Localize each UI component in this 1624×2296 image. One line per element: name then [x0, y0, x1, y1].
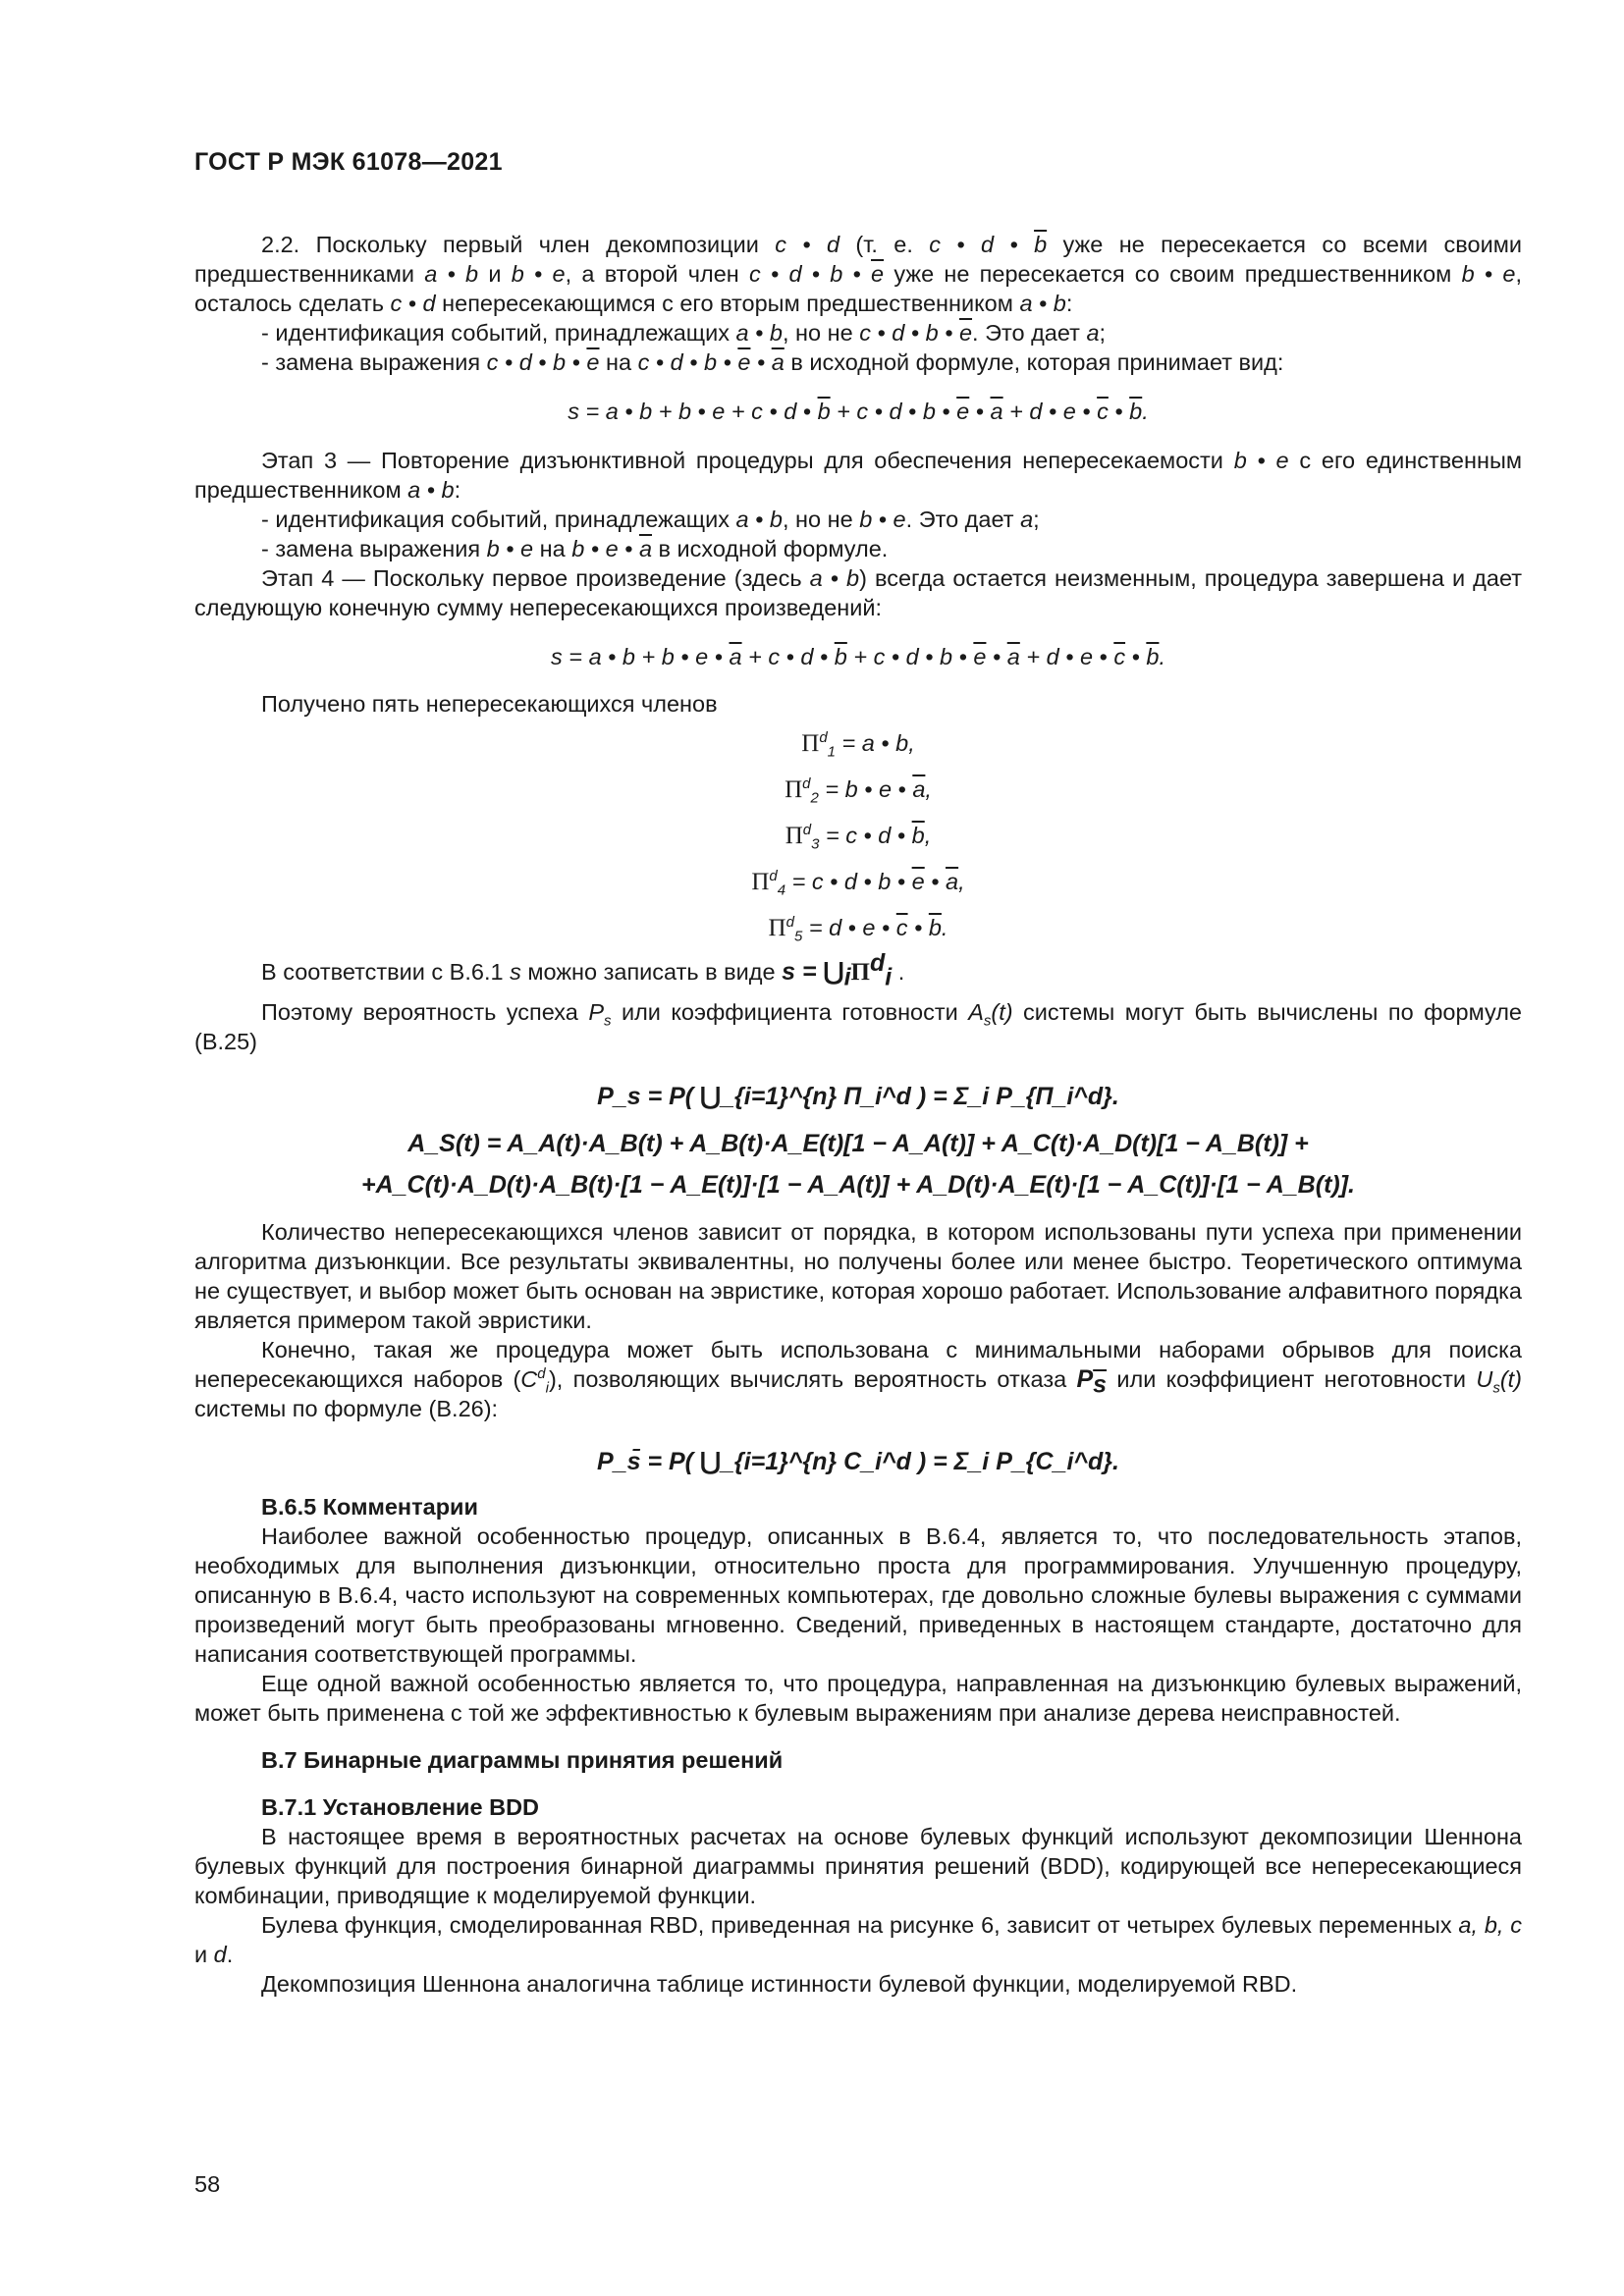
list-item-identification-2: - идентификация событий, принадлежащих a • b, но не b • e. Это дает a;: [261, 507, 1040, 532]
formula-s-intermediate: s = a • b + b • e + c • d • $\overline{b} + c$ • d • b • $\overline{e}$ • $\overline{a} + d$ • e • $\overline{c}$ • $\overline{b}$.: [568, 399, 1149, 424]
paragraph-bdd-intro: В настоящее время в вероятностных расчетах на основе булевых функций используют декомпозиции Шеннона булевых функций для построения бинарной диаграммы принятия решений (BDD), кодирующей все непересекающиеся комбинации, приводящие к моделируемой функции.: [194, 1824, 1522, 1908]
paragraph-stage-4: Этап 4 — Поскольку первое произведение (здесь a • b) всегда остается неизменным, процедура завершена и дает следующую конечную сумму непересекающихся произведений:: [194, 565, 1522, 620]
paragraph-union-form: В соответствии с В.6.1 s можно записать в виде $s = ⋃_i\Pi^d_i$ .: [261, 949, 905, 991]
list-item-replacement-1: - замена выражения c • d • b • $\overline{e}$ на c • d • b • $\overline{e}$ • $\overline{a}$ в исходной формуле, которая принимает вид:: [261, 349, 1284, 375]
term-pi-4: $\Pi^d_4 = c$ • d • b • $\overline{e}$ • $\overline{a}$,: [751, 868, 965, 899]
paragraph-success-probability: Поэтому вероятность успеха $P_s$ или коэффициента готовности $A_s(t)$ системы могут быть вычислены по формуле (В.25): [194, 999, 1523, 1054]
equation-availability-line-1: A_S(t) = A_A(t)·A_B(t) + A_B(t)·A_E(t)[1 − A_A(t)] + A_C(t)·A_D(t)[1 − A_B(t)] +: [407, 1130, 1309, 1157]
term-pi-5: $\Pi^d_5 = d$ • e • $\overline{c}$ • $\overline{b}$.: [768, 914, 948, 945]
heading-b-7-1: В.7.1 Установление BDD: [261, 1794, 540, 1820]
document-page: [194, 147, 1522, 1999]
heading-b-7: В.7 Бинарные диаграммы принятия решений: [261, 1747, 784, 1773]
paragraph-step-2-2: 2.2. Поскольку первый член декомпозиции c • d (т. е. c • d • $\overline{b}$ уже не пересекается со всеми своими предшественниками a • b и b • e, а второй член c • d • b • $\overline{e}$ уже не пересекается со своим предшественником b • e, осталось сделать c • d непересекающимся с его вторым предшественником a • b:: [194, 232, 1522, 316]
paragraph-five-terms: Получено пять непересекающихся членов: [261, 691, 718, 717]
paragraph-cut-sets: Конечно, такая же процедура может быть использована с минимальными наборами обрывов для поиска непересекающихся наборов $(C^d_i)$, позволяющих вычислять вероятность отказа $P_{\overline{s}}$ или коэффициент неготовности $U_s(t)$ системы по формуле (В.26):: [194, 1337, 1523, 1421]
list-item-replacement-2: - замена выражения b • e на b • e • $\overline{a}$ в исходной формуле.: [261, 536, 889, 561]
formula-s-final: s = a • b + b • e • $\overline{a} + c$ • d • $\overline{b} + c$ • d • b • $\overline{e}$ • $\overline{a} + d$ • e • $\overline{c}$ • $\overline{b}$.: [551, 644, 1165, 669]
page-number: 58: [194, 2171, 221, 2197]
term-pi-3: $\Pi^d_3 = c$ • d • $\overline{b}$,: [785, 822, 932, 853]
paragraph-stage-3: Этап 3 — Повторение дизъюнктивной процедуры для обеспечения непересекаемости b • e с его единственным предшественником a • b:: [194, 448, 1523, 503]
equation-b26-failure-probability: P_s̄ = P( ⋃_{i=1}^{n} C_i^d ) = Σ_i P_{C_i^d}.: [597, 1448, 1119, 1475]
paragraph-comments-2: Еще одной важной особенностью является то, что процедура, направленная на дизъюнкцию булевых выражений, может быть применена с той же эффективностью к булевым выражениям при анализе дерева неисправностей.: [194, 1671, 1522, 1726]
equation-availability-line-2: +A_C(t)·A_D(t)·A_B(t)·[1 − A_E(t)]·[1 − A_A(t)] + A_D(t)·A_E(t)·[1 − A_C(t)]·[1 − A_B(t)].: [361, 1171, 1355, 1199]
paragraph-shannon: Декомпозиция Шеннона аналогична таблице истинности булевой функции, моделируемой RBD.: [261, 1971, 1298, 1997]
paragraph-comments-1: Наиболее важной особенностью процедур, описанных в В.6.4, является то, что последовательность этапов, необходимых для выполнения дизъюнкции, относительно проста для программирования. Улучшенную процедуру, описанную в В.6.4, часто используют на современных компьютерах, где довольно сложные булевы выражения с суммами произведений могут быть преобразованы мгновенно. Сведений, приведенных в настоящем стандарте, достаточно для написания соответствующей программы.: [194, 1523, 1522, 1667]
equation-b25-probability: P_s = P( ⋃_{i=1}^{n} Π_i^d ) = Σ_i P_{Π_i^d}.: [597, 1083, 1119, 1110]
document-header: ГОСТ Р МЭК 61078—2021: [194, 148, 503, 176]
paragraph-number-of-terms: Количество непересекающихся членов зависит от порядка, в котором использованы пути успеха при применении алгоритма дизъюнкции. Все результаты эквивалентны, но получены более или менее быстро. Теоретического оптимума не существует, и выбор может быть основан на эвристике, которая хорошо работает. Использование алфавитного порядка является примером такой эвристики.: [194, 1219, 1522, 1333]
term-pi-1: $\Pi^d_1 = a$ • b,: [801, 729, 915, 761]
disjoint-terms-list: [194, 721, 1522, 951]
heading-b-6-5: В.6.5 Комментарии: [261, 1494, 478, 1520]
term-pi-2: $\Pi^d_2 = b$ • e • $\overline{a}$,: [785, 775, 932, 807]
list-item-identification-1: - идентификация событий, принадлежащих a • b, но не c • d • b • $\overline{e}$. Это дает a;: [261, 320, 1107, 346]
paragraph-boolean-function: Булева функция, смоделированная RBD, приведенная на рисунке 6, зависит от четырех булевых переменных a, b, c и d.: [194, 1912, 1522, 1967]
